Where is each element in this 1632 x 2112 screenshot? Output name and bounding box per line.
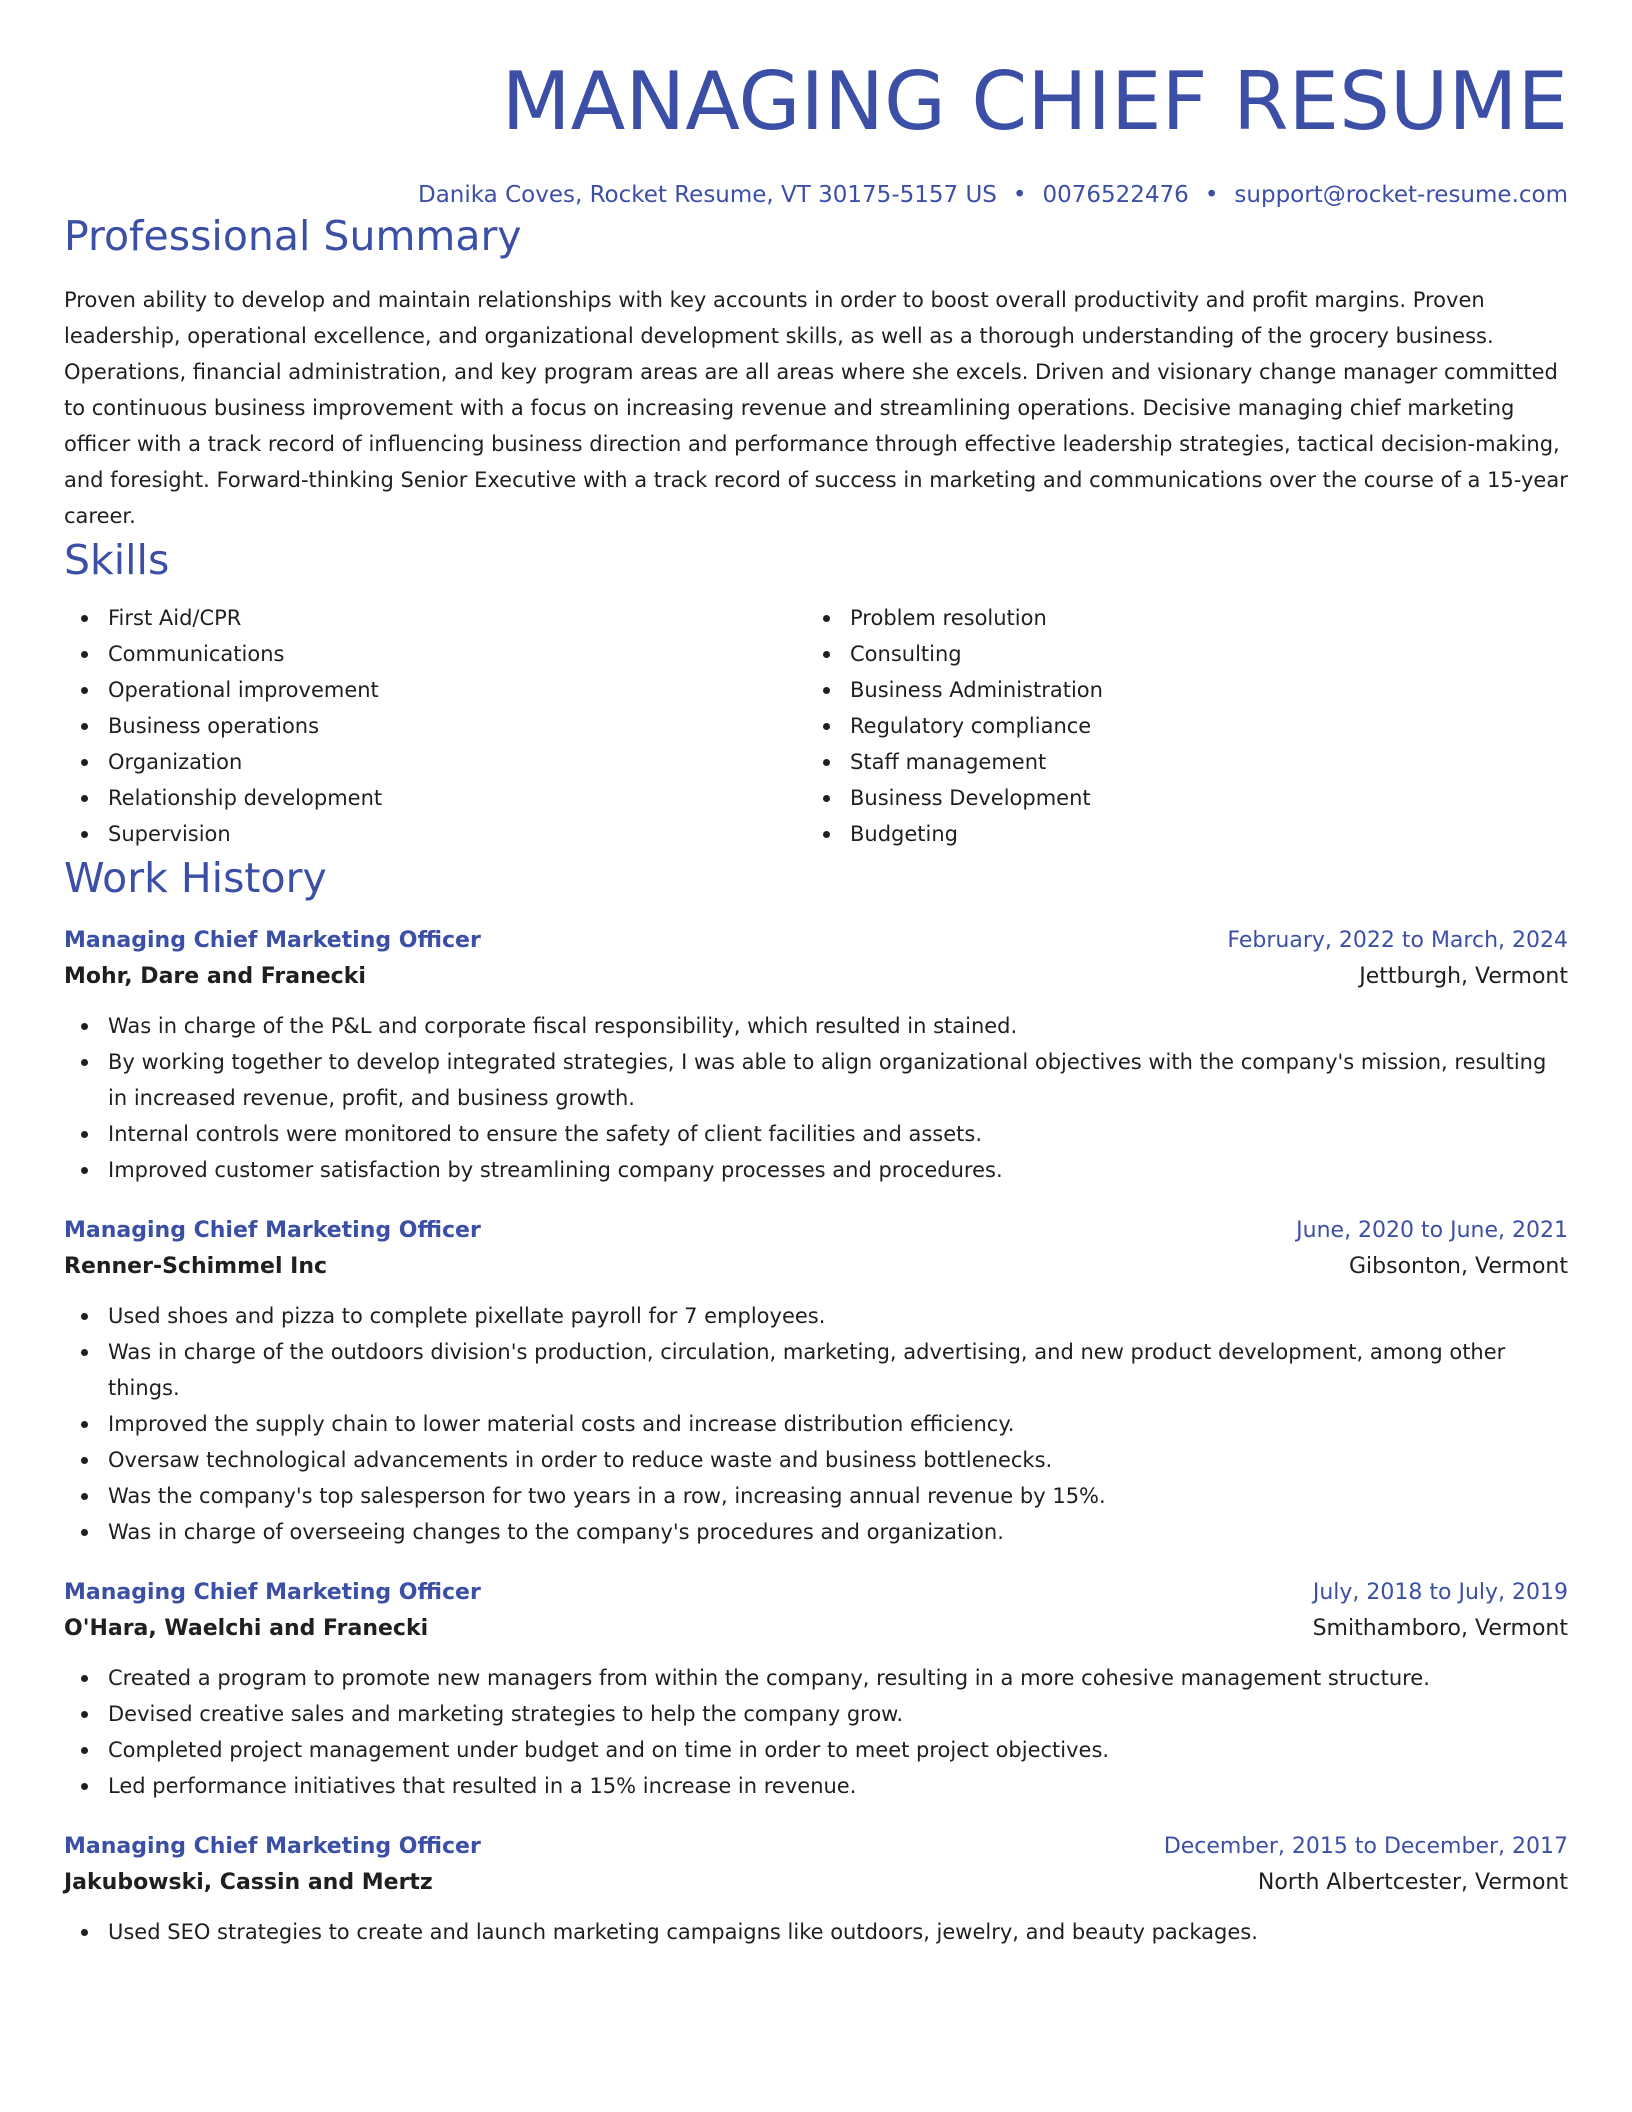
job-location: Gibsonton, Vermont bbox=[1348, 1254, 1568, 1279]
job-location: Jettburgh, Vermont bbox=[1359, 964, 1568, 989]
skills-columns bbox=[64, 600, 1568, 852]
summary-text: Proven ability to develop and maintain relationships with key accounts in order to boost overall productivity and profit margins. Proven leadership, operational excellence, and organizational development skills, as well as a thorough understanding of the grocery business. Operations, financial administration, and key program areas are all areas where she excels. Driven and visionary change manager committed to continuous business improvement with a focus on increasing revenue and streamlining operations. Decisive managing chief marketing officer with a track record of influencing business direction and performance through effective leadership strategies, tactical decision-making, and foresight. Forward-thinking Senior Executive with a track record of success in marketing and communications over the course of a 15-year career. bbox=[64, 288, 1568, 528]
contact-separator: • bbox=[1204, 182, 1219, 208]
skills-list-left bbox=[64, 600, 806, 852]
skill-item: Business Development bbox=[850, 780, 1548, 816]
job-header-row bbox=[64, 924, 1568, 958]
job-bullet: Led performance initiatives that resulted in a 15% increase in revenue. bbox=[108, 1768, 1568, 1804]
skill-item: First Aid/CPR bbox=[108, 600, 806, 636]
job-company: Mohr, Dare and Franecki bbox=[64, 964, 366, 989]
job-entry bbox=[64, 1214, 1568, 1550]
skill-item: Communications bbox=[108, 636, 806, 672]
job-location: North Albertcester, Vermont bbox=[1257, 1870, 1568, 1895]
job-bullets bbox=[64, 1008, 1568, 1188]
skill-item: Business Administration bbox=[850, 672, 1548, 708]
job-company: Jakubowski, Cassin and Mertz bbox=[64, 1870, 433, 1895]
job-header-row bbox=[64, 1830, 1568, 1864]
job-bullet: Completed project management under budget and on time in order to meet project objectives. bbox=[108, 1732, 1568, 1768]
job-bullets bbox=[64, 1660, 1568, 1804]
skill-item: Problem resolution bbox=[850, 600, 1548, 636]
job-bullets bbox=[64, 1298, 1568, 1550]
work-history-list bbox=[64, 924, 1568, 1950]
job-bullet: By working together to develop integrated strategies, I was able to align organizational objectives with the company's mission, resulting in increased revenue, profit, and business growth. bbox=[108, 1044, 1568, 1116]
job-header-row bbox=[64, 1214, 1568, 1248]
job-company-row bbox=[64, 1864, 1568, 1902]
work-history-heading: Work History bbox=[64, 854, 327, 902]
job-bullet: Improved the supply chain to lower material costs and increase distribution efficiency. bbox=[108, 1406, 1568, 1442]
skill-item: Relationship development bbox=[108, 780, 806, 816]
job-bullet: Used SEO strategies to create and launch marketing campaigns like outdoors, jewelry, and beauty packages. bbox=[108, 1914, 1568, 1950]
job-bullet: Internal controls were monitored to ensure the safety of client facilities and assets. bbox=[108, 1116, 1568, 1152]
job-bullet: Created a program to promote new managers from within the company, resulting in a more cohesive management structure. bbox=[108, 1660, 1568, 1696]
job-company: Renner-Schimmel Inc bbox=[64, 1254, 328, 1279]
resume-page bbox=[64, 0, 1568, 1950]
skill-item: Business operations bbox=[108, 708, 806, 744]
contact-phone: 0076522476 bbox=[1042, 182, 1189, 208]
skill-item: Consulting bbox=[850, 636, 1548, 672]
contact-separator: • bbox=[1012, 182, 1027, 208]
skill-item: Supervision bbox=[108, 816, 806, 852]
skill-item: Staff management bbox=[850, 744, 1548, 780]
job-entry bbox=[64, 1576, 1568, 1804]
job-bullet: Oversaw technological advancements in order to reduce waste and business bottlenecks. bbox=[108, 1442, 1568, 1478]
job-dates: June, 2020 to June, 2021 bbox=[1296, 1218, 1568, 1243]
job-bullet: Used shoes and pizza to complete pixellate payroll for 7 employees. bbox=[108, 1298, 1568, 1334]
job-bullet: Devised creative sales and marketing strategies to help the company grow. bbox=[108, 1696, 1568, 1732]
job-title: Managing Chief Marketing Officer bbox=[64, 1580, 481, 1605]
skills-list-right bbox=[806, 600, 1548, 852]
job-company: O'Hara, Waelchi and Franecki bbox=[64, 1616, 429, 1641]
resume-title: MANAGING CHIEF RESUME bbox=[501, 55, 1568, 148]
job-company-row bbox=[64, 958, 1568, 996]
job-bullet: Was the company's top salesperson for two years in a row, increasing annual revenue by 15%. bbox=[108, 1478, 1568, 1514]
job-title: Managing Chief Marketing Officer bbox=[64, 1834, 481, 1859]
summary-heading: Professional Summary bbox=[64, 212, 522, 260]
skill-item: Organization bbox=[108, 744, 806, 780]
job-bullet: Improved customer satisfaction by streamlining company processes and procedures. bbox=[108, 1152, 1568, 1188]
job-bullets bbox=[64, 1914, 1568, 1950]
job-entry bbox=[64, 1830, 1568, 1950]
job-title: Managing Chief Marketing Officer bbox=[64, 928, 481, 953]
job-location: Smithamboro, Vermont bbox=[1312, 1616, 1568, 1641]
job-header-row bbox=[64, 1576, 1568, 1610]
job-dates: February, 2022 to March, 2024 bbox=[1227, 928, 1568, 953]
skill-item: Regulatory compliance bbox=[850, 708, 1548, 744]
job-dates: December, 2015 to December, 2017 bbox=[1163, 1834, 1568, 1859]
job-company-row bbox=[64, 1248, 1568, 1286]
job-bullet: Was in charge of overseeing changes to the company's procedures and organization. bbox=[108, 1514, 1568, 1550]
contact-address: Danika Coves, Rocket Resume, VT 30175-5157 US bbox=[417, 182, 997, 208]
skills-heading: Skills bbox=[64, 536, 170, 584]
skill-item: Budgeting bbox=[850, 816, 1548, 852]
job-dates: July, 2018 to July, 2019 bbox=[1312, 1580, 1568, 1605]
job-bullet: Was in charge of the outdoors division's production, circulation, marketing, advertising, and new product development, among other things. bbox=[108, 1334, 1568, 1406]
skill-item: Operational improvement bbox=[108, 672, 806, 708]
contact-email[interactable]: support@rocket-resume.com bbox=[1234, 182, 1568, 208]
job-entry bbox=[64, 924, 1568, 1188]
job-bullet: Was in charge of the P&L and corporate fiscal responsibility, which resulted in stained. bbox=[108, 1008, 1568, 1044]
job-title: Managing Chief Marketing Officer bbox=[64, 1218, 481, 1243]
contact-line bbox=[64, 180, 1568, 210]
job-company-row bbox=[64, 1610, 1568, 1648]
